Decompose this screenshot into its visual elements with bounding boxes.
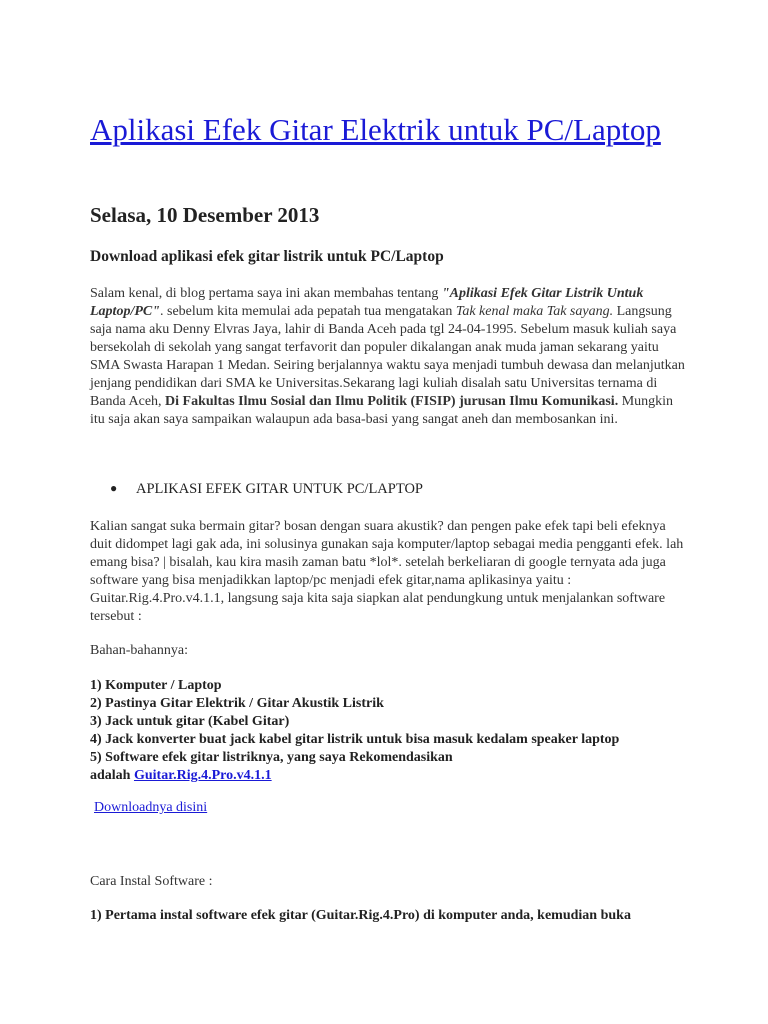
list-item: 1) Komputer / Laptop <box>90 678 222 693</box>
article-subtitle: Download aplikasi efek gitar listrik untuk PC/Laptop <box>90 248 444 265</box>
intro-text-4: Mungkin itu saja akan saya sampaikan walaupun ada basa-basi yang sangat aneh dan membosankan ini. <box>90 394 674 427</box>
bullet-dot-icon: ● <box>110 481 118 495</box>
article-title-link[interactable]: Aplikasi Efek Gitar Elektrik untuk PC/Laptop <box>90 112 661 147</box>
intro-bold-title: "Aplikasi Efek Gitar Listrik Untuk Laptop/PC" <box>90 286 644 319</box>
download-link-container <box>94 800 694 816</box>
guitar-paragraph: Kalian sangat suka bermain gitar? bosan dengan suara akustik? dan pengen pake efek tapi beli efeknya duit didompet lagi gak ada, ini solusinya gunakan saja komputer/laptop sebagai media pengganti efek. lah emang bisa? | bisalah, kau kira masih zaman batu *lol*. setelah berkeliaran di google ternyata ada juga software yang bisa menjadikkan laptop/pc menjadi efek gitar,nama aplikasinya yaitu : Guitar.Rig.4.Pro.v4.1.1, langsung saja kita saja siapkan alat pendungkung untuk menjalankan software tersebut : <box>90 519 684 624</box>
list-tail-prefix: adalah <box>90 768 134 783</box>
intro-text-3: Langsung saja nama aku Denny Elvras Jaya, lahir di Banda Aceh pada tgl 24-04-1995. Sebelum masuk kuliah saya bersekolah di sekolah yang sangat terfavorit dan populer dikalangan anak muda jaman sekarang yaitu SMA Swasta Harapan 1 Medan. Seiring berjalannya waktu saya menjadi tumbuh dewasa dan melanjutkan jenjang pendidikan dari SMA ke Universitas.Sekarang lagi kuliah disalah satu Universitas ternama di Banda Aceh, <box>90 304 685 409</box>
software-link[interactable]: Guitar.Rig.4.Pro.v4.1.1 <box>133 768 272 783</box>
intro-faculty: Di Fakultas Ilmu Sosial dan Ilmu Politik (FISIP) jurusan Ilmu Komunikasi. <box>165 394 619 409</box>
install-step-1: 1) Pertama instal software efek gitar (Guitar.Rig.4.Pro) di komputer anda, kemudian buka <box>90 908 631 923</box>
list-item: 5) Software efek gitar listriknya, yang saya Rekomendasikan <box>90 750 453 765</box>
list-item: 4) Jack konverter buat jack kabel gitar listrik untuk bisa masuk kedalam speaker laptop <box>90 732 620 747</box>
intro-text-2: . sebelum kita memulai ada pepatah tua mengatakan <box>160 304 456 319</box>
intro-paragraph <box>90 285 690 429</box>
section-heading: APLIKASI EFEK GITAR UNTUK PC/LAPTOP <box>136 481 423 497</box>
materials-label: Bahan-bahannya: <box>90 643 188 658</box>
list-item-tail <box>90 767 690 785</box>
post-date: Selasa, 10 Desember 2013 <box>90 203 320 227</box>
article-title[interactable] <box>90 110 690 150</box>
intro-text-1: Salam kenal, di blog pertama saya ini akan membahas tentang <box>90 286 442 301</box>
materials-list <box>90 677 690 785</box>
intro-proverb: Tak kenal maka Tak sayang. <box>455 304 614 319</box>
download-link[interactable]: Downloadnya disini <box>94 800 208 815</box>
list-item: 2) Pastinya Gitar Elektrik / Gitar Akustik Listrik <box>90 696 384 711</box>
install-label: Cara Instal Software : <box>90 874 213 889</box>
list-item: 3) Jack untuk gitar (Kabel Gitar) <box>90 714 290 729</box>
